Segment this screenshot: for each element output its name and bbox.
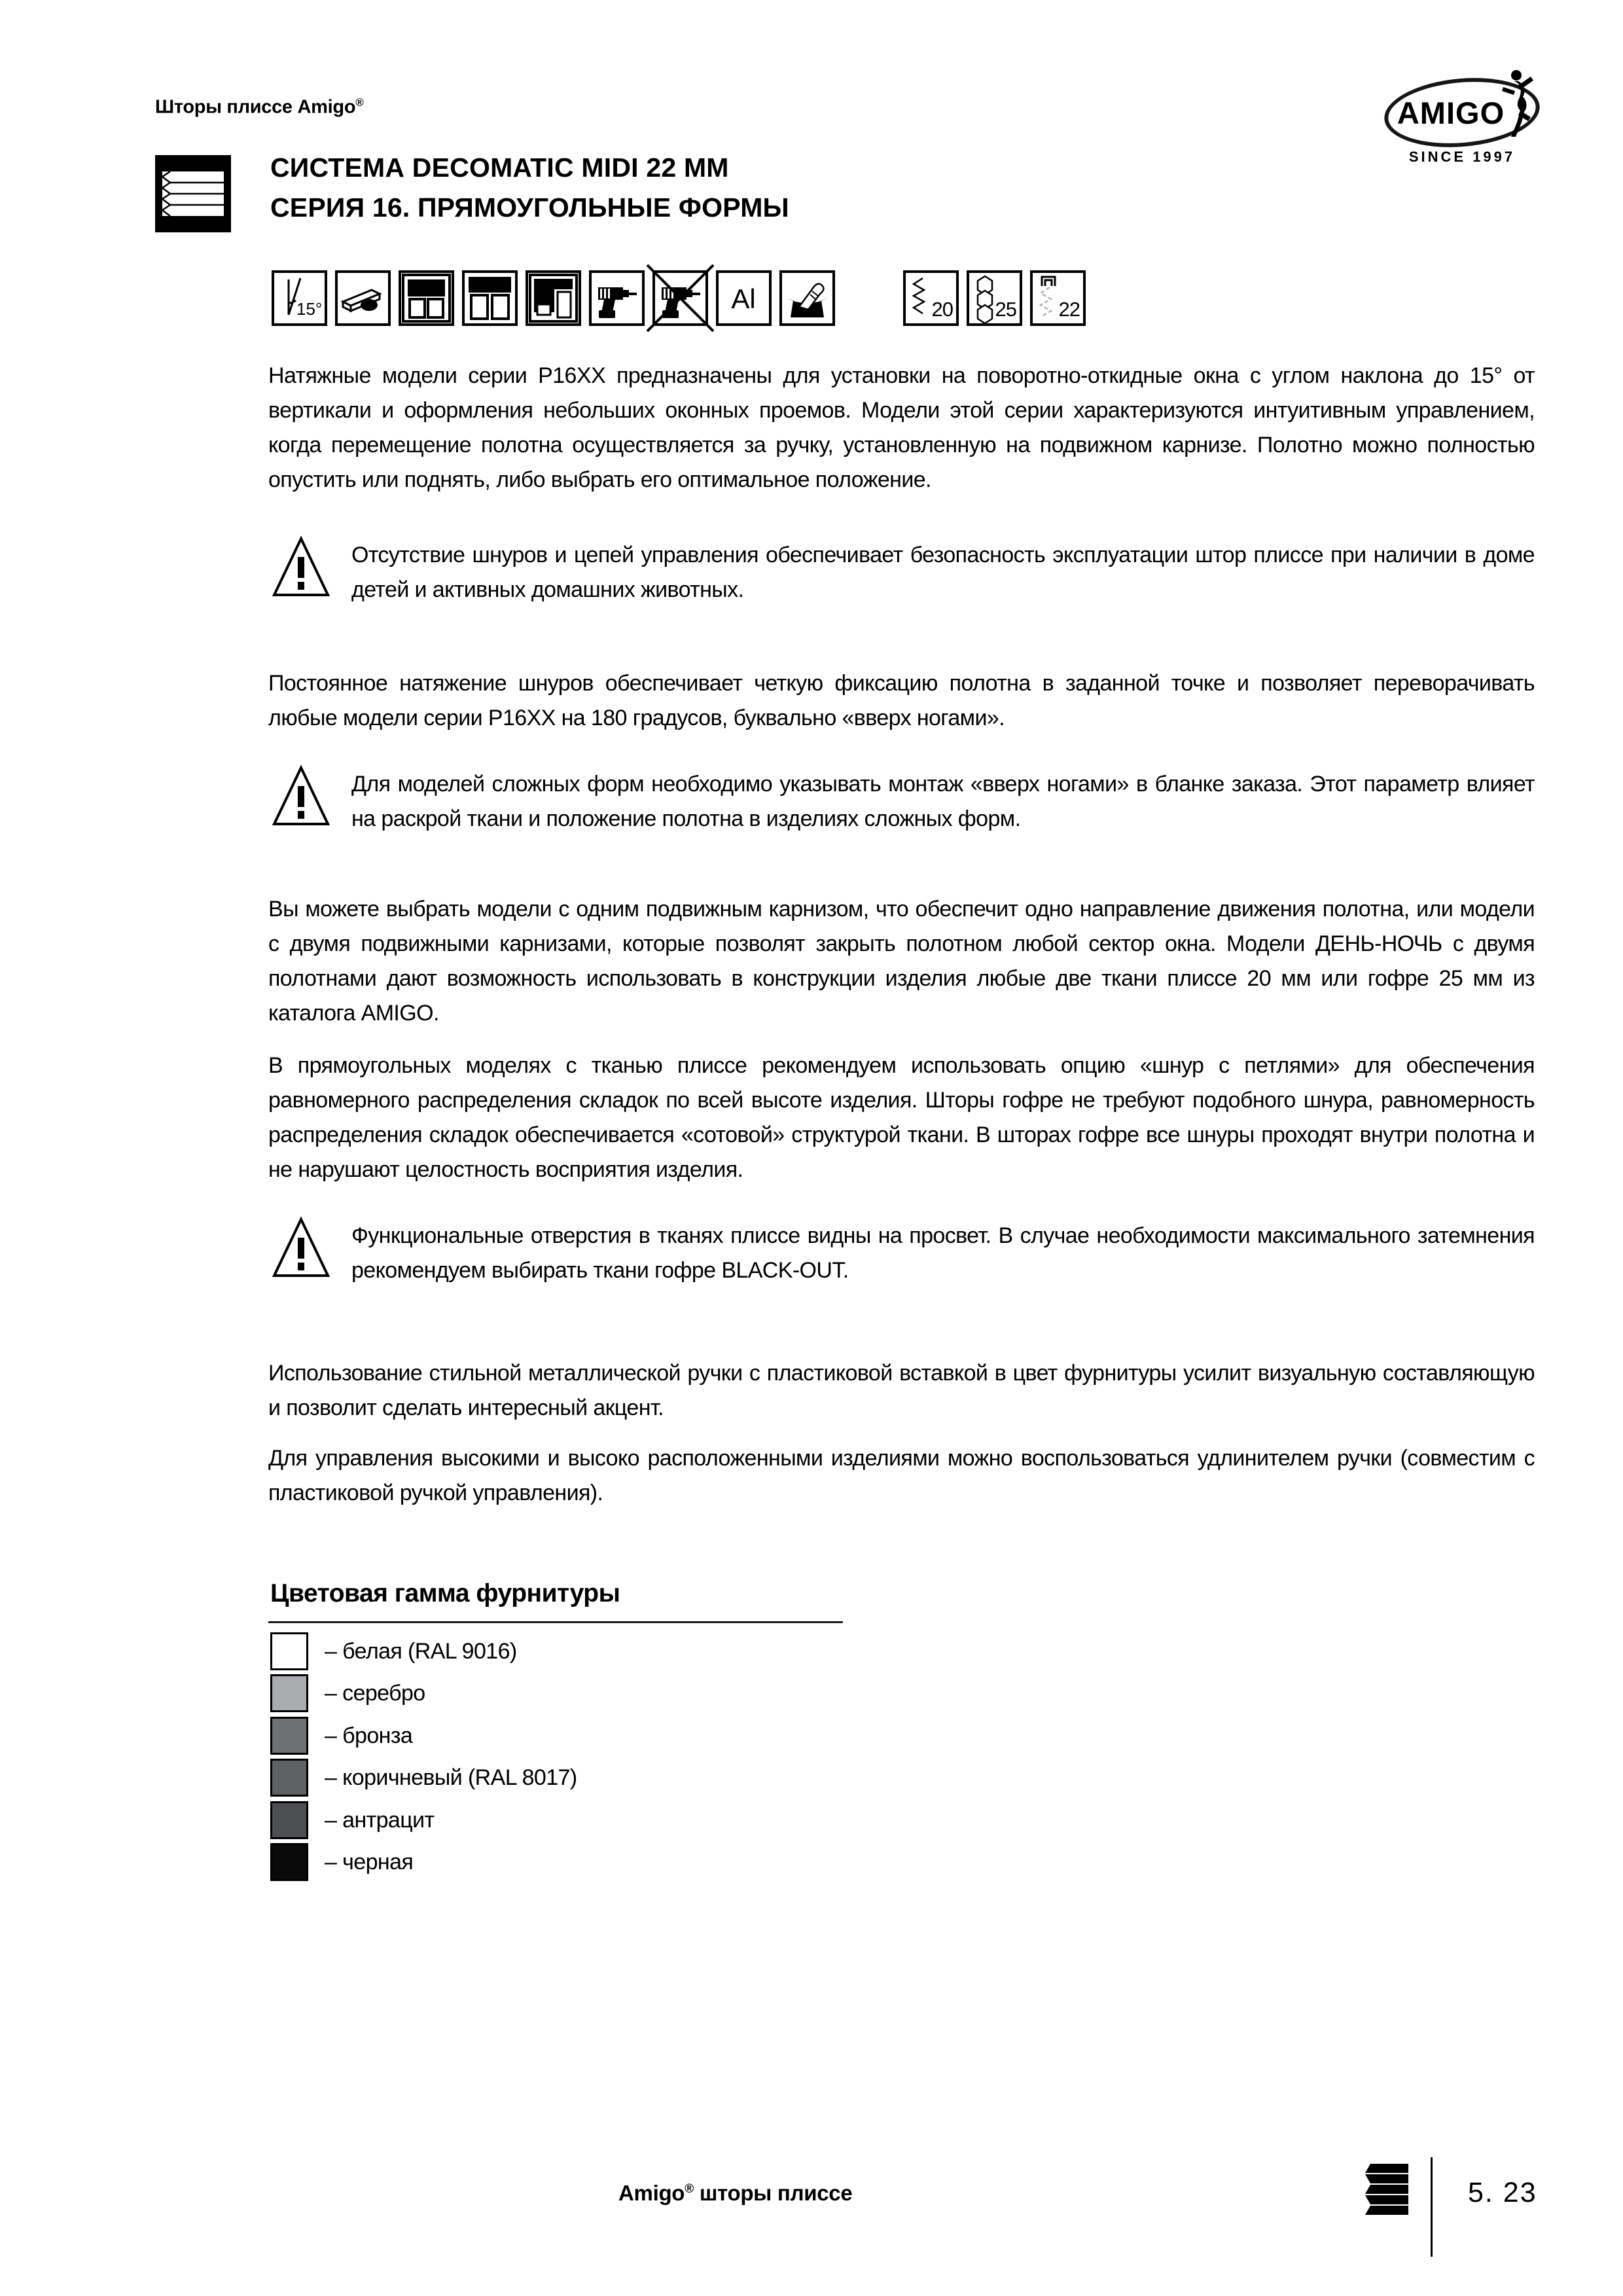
page-title (270, 148, 789, 228)
color-swatch (270, 1801, 308, 1839)
pleated-blind-icon (155, 155, 231, 232)
pleat-fabric-icon (903, 270, 959, 326)
warning-triangle-icon (272, 1215, 330, 1281)
paragraph-tension: Постоянное натяжение шнуров обеспечивает четкую фиксацию полотна в заданной точке и позволяет переворачивать любые модели серии Р16ХХ на 180 градусов, буквально «вверх ногами». (268, 671, 1535, 730)
color-label: – серебро (325, 1681, 425, 1706)
tilt-angle-value: 15° (296, 299, 323, 319)
footer-brand-rest: шторы плиссе (693, 2181, 853, 2205)
drill-icon (589, 270, 645, 326)
footer-divider (1431, 2157, 1433, 2257)
color-swatch (270, 1674, 308, 1712)
pleated-blind-icon (1363, 2164, 1411, 2217)
color-label: – бронза (325, 1723, 413, 1748)
warning-text: Для моделей сложных форм необходимо указывать монтаж «вверх ногами» в бланке заказа. Этот параметр влияет на раскрой ткани и положение полотна в изделиях сложных форм. (351, 772, 1535, 831)
color-label: – антрацит (325, 1808, 435, 1833)
fabric-pictogram-row (903, 270, 1086, 326)
window-blind-both-sashes-icon (399, 270, 454, 326)
color-swatch (270, 1632, 308, 1670)
window-blind-vertical-icon (526, 270, 581, 326)
warning-child-safety (272, 531, 1535, 623)
no-drill-icon (652, 270, 708, 326)
warning-triangle-icon (272, 764, 330, 829)
honeycomb-width-value: 25 (995, 298, 1016, 321)
brand-header (155, 96, 363, 118)
pleat-width-value: 20 (931, 298, 953, 321)
warning-blackout (272, 1212, 1535, 1304)
window-blind-icon (462, 270, 518, 326)
warning-text: Отсутствие шнуров и цепей управления обеспечивает безопасность эксплуатации штор плиссе при наличии в доме детей и активных домашних животных. (351, 543, 1535, 602)
warning-upside-down-mount (272, 761, 1535, 852)
color-swatch (270, 1717, 308, 1755)
paragraph-metal-handle: Использование стильной металлической ручки с пластиковой вставкой в цвет фурнитуры усилит визуальную составляющую и позволит сделать интересный акцент. (268, 1361, 1535, 1420)
rail-profile-icon (335, 270, 391, 326)
paragraph-handle-extension: Для управления высокими и высоко расположенными изделиями можно воспользоваться удлинителем ручки (совместим с пластиковой ручкой управления). (268, 1446, 1535, 1505)
color-swatch (270, 1843, 308, 1881)
paragraph-series-description: Натяжные модели серии Р16ХХ предназначены для установки на поворотно-откидные окна с углом наклона до 15° от вертикали и оформления небольших оконных проемов. Модели этой серии характеризуются интуитивным управлением, когда перемещение полотна осуществляется за ручку, установленную на подвижном карнизе. Полотно можно полностью опустить или поднять, либо выбрать его оптимальное положение. (268, 363, 1535, 492)
tilt-15-icon (272, 270, 327, 326)
pictogram-row (272, 270, 835, 326)
registered-mark: ® (355, 96, 364, 109)
color-swatch (270, 1759, 308, 1797)
system-width-icon (1030, 270, 1086, 326)
color-label: – белая (RAL 9016) (325, 1639, 517, 1664)
warning-triangle-icon (272, 535, 330, 600)
aluminium-icon (716, 270, 772, 326)
color-label: – коричневый (RAL 8017) (325, 1765, 577, 1790)
brand-header-text: Шторы плиссе Amigo (155, 96, 356, 118)
paragraph-cord-option: В прямоугольных моделях с тканью плиссе рекомендуем использовать опцию «шнур с петлями» для обеспечения равномерного распределения складок по всей высоте изделия. Шторы гофре не требуют подобного шнура, равномерность распределения складок обеспечивается «сотовой» структурой ткани. В шторах гофре все шнуры проходят внутри полотна и не нарушают целостность восприятия изделия. (268, 1053, 1535, 1182)
footer-brand-name: Amigo (618, 2181, 685, 2205)
colors-section-heading: Цветовая гамма фурнитуры (270, 1579, 620, 1607)
page-title-line2: СЕРИЯ 16. ПРЯМОУГОЛЬНЫЕ ФОРМЫ (270, 192, 789, 223)
color-label: – черная (325, 1850, 414, 1874)
warning-text: Функциональные отверстия в тканях плиссе видны на просвет. В случае необходимости максимального затемнения рекомендуем выбирать ткани гофре BLACK-OUT. (351, 1223, 1535, 1283)
amigo-logo (1364, 62, 1574, 177)
registered-mark: ® (685, 2182, 694, 2196)
paragraph-models-choice: Вы можете выбрать модели с одним подвижным карнизом, что обеспечит одно направление движения полотна, или модели с двумя подвижными карнизами, которые позволят закрыть полотном любой сектор окна. Модели ДЕНЬ-НОЧЬ с двумя полотнами дают возможность использовать в конструкции изделия любые две ткани плиссе 20 мм или гофре 25 мм из каталога AMIGO. (268, 897, 1535, 1026)
hand-wash-icon (779, 270, 835, 326)
system-width-value: 22 (1058, 298, 1080, 321)
logo-since-text: SINCE 1997 (1408, 149, 1516, 165)
dancer-icon (1497, 69, 1537, 139)
page-title-line1: СИСТЕМА DECOMATIC MIDI 22 ММ (270, 152, 729, 183)
honeycomb-fabric-icon (967, 270, 1022, 326)
aluminium-label: Al (731, 283, 756, 314)
page-number: 5. 23 (1468, 2177, 1537, 2208)
footer-brand (618, 2181, 852, 2206)
logo-wordmark: AMIGO (1397, 95, 1505, 130)
colors-section-rule (268, 1621, 843, 1623)
